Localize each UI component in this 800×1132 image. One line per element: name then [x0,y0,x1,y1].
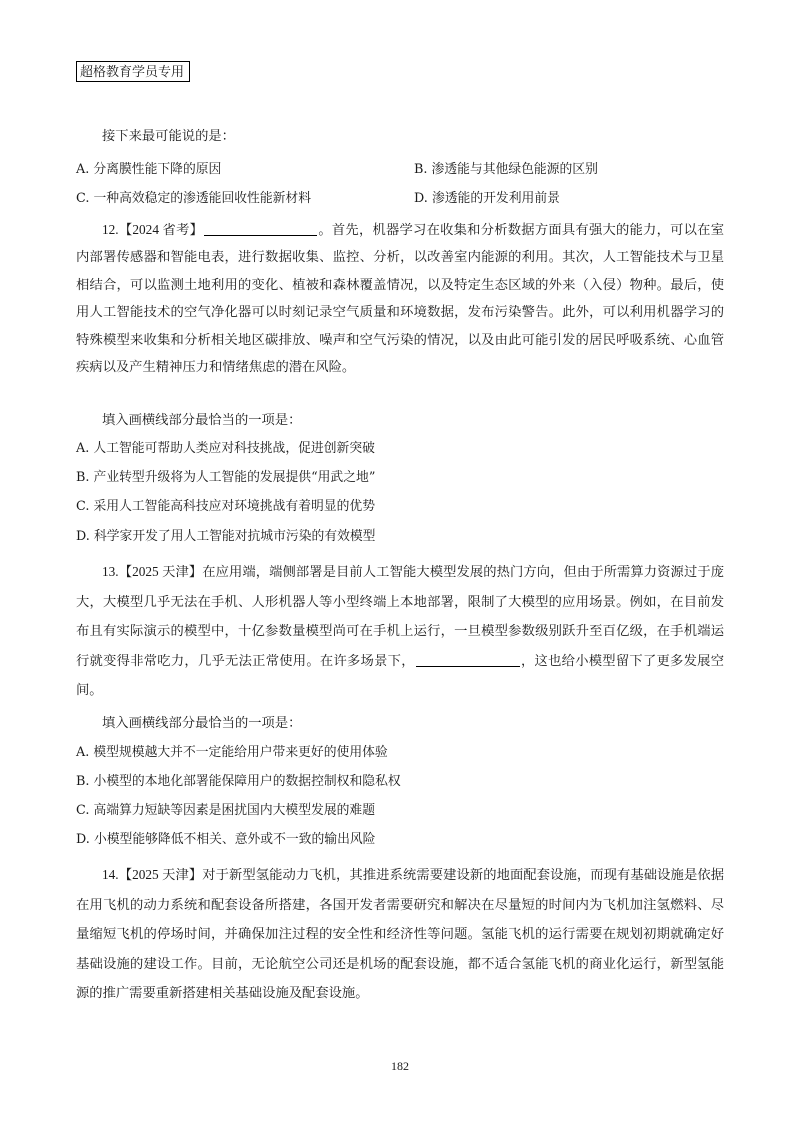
q11-option-a: A. 分离膜性能下降的原因 [76,162,222,177]
q11-option-b: B. 渗透能与其他绿色能源的区别 [414,162,598,177]
q11-option-d: D. 渗透能的开发利用前景 [414,191,560,206]
q14-source: 【2025 天津】 [118,867,203,882]
q12-answer-blank [204,222,317,236]
q12-text: 。首先，机器学习在收集和分析数据方面具有强大的能力，可以在室内部署传感器和智能电表，进行数据收集、监控、分析，以改善室内能源的利用。其次，人工智能技术与卫星相结合，可以监测土地利用的变化、植被和森林覆盖情况，以及特定生态区域的外来（入侵）物种。最后，使用人工智能技术的空气净化器可以时刻记录空气质量和环境数据，发布污染警告。此外，可以利用机器学习的特殊模型来收集和分析相关地区碳排放、噪声和空气污染的情况，以及由此可能引发的居民呼吸系统、心血管疾病以及产生精神压力和情绪焦虑的潜在风险。 [76,222,724,375]
q12-option-c: C. 采用人工智能高科技应对环境挑战有着明显的优势 [76,499,376,514]
q13-passage [76,557,724,705]
q11-option-c: C. 一种高效稳定的渗透能回收性能新材料 [76,191,312,206]
q12-passage [76,216,724,380]
q13-text-after: ，这也给小模型留下了更多发展空间。 [76,652,724,697]
q12-number: 12. [102,222,119,237]
q13-answer-blank [416,653,520,667]
q12-option-a: A. 人工智能可帮助人类应对科技挑战，促进创新突破 [76,441,375,456]
q13-option-d: D. 小模型能够降低不相关、意外或不一致的输出风险 [76,832,376,847]
q13-text-before: 在应用端，端侧部署是目前人工智能大模型发展的热门方向，但由于所需算力资源过于庞大，大模型几乎无法在手机、人形机器人等小型终端上本地部署，限制了大模型的应用场景。例如，在目前发布且有实际演示的模型中，十亿参数量模型尚可在手机上运行，一旦模型参数级别跃升至百亿级，在手机端运行就变得非常吃力，几乎无法正常使用。在许多场景下， [76,564,724,668]
q13-source: 【2025 天津】 [118,564,203,579]
q12-prompt: 填入画横线部分最恰当的一项是： [102,412,302,427]
q14-number: 14. [102,867,119,882]
q12-source: 【2024 省考】 [118,222,204,237]
page-number: 182 [391,1059,409,1073]
q11-prompt: 接下来最可能说的是： [102,128,235,143]
q14-text: 对于新型氢能动力飞机，其推进系统需要建设新的地面配套设施，而现有基础设施是依据在用飞机的动力系统和配套设备所搭建，各国开发者需要研究和解决在尽量短的时间内为飞机加注氢燃料、尽量缩短飞机的停场时间，并确保加注过程的安全性和经济性等问题。氢能飞机的运行需要在规划初期就确定好基础设施的建设工作。目前，无论航空公司还是机场的配套设施，都不适合氢能飞机的商业化运行，新型氢能源的推广需要重新搭建相关基础设施及配套设施。 [76,867,724,1000]
q14-passage [76,860,724,1008]
q12-option-b: B. 产业转型升级将为人工智能的发展提供“用武之地” [76,470,376,485]
q13-number: 13. [102,564,119,579]
q13-option-a: A. 模型规模越大并不一定能给用户带来更好的使用体验 [76,745,388,760]
q13-prompt: 填入画横线部分最恰当的一项是： [102,715,302,730]
q13-option-b: B. 小模型的本地化部署能保障用户的数据控制权和隐私权 [76,774,401,789]
q13-option-c: C. 高端算力短缺等因素是困扰国内大模型发展的难题 [76,803,376,818]
header-tag: 超格教育学员专用 [76,61,190,82]
q12-option-d: D. 科学家开发了用人工智能对抗城市污染的有效模型 [76,529,376,544]
